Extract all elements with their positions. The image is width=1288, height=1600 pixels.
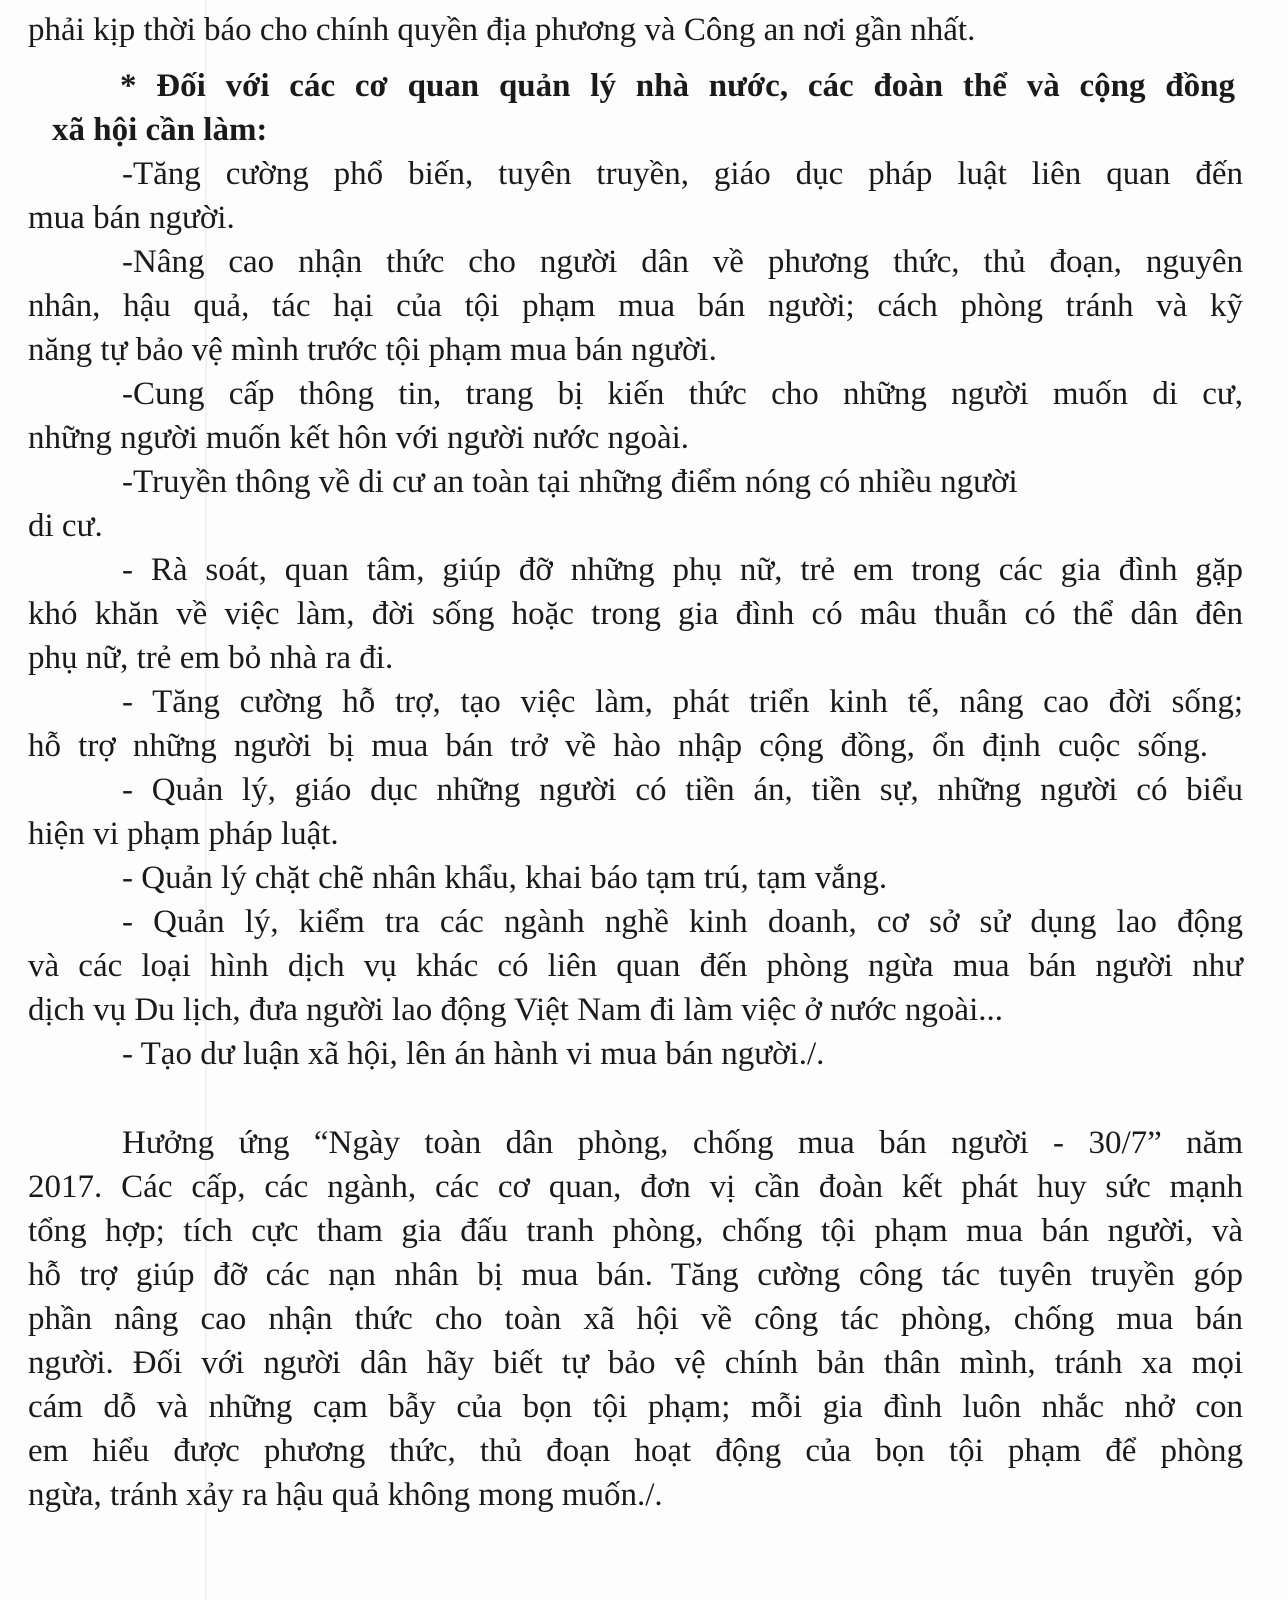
closing-line: 2017. Các cấp, các ngành, các cơ quan, đơn vị cần đoàn kết phát huy sức mạnh	[28, 1169, 1243, 1205]
list-line: hỗ trợ những người bị mua bán trở về hào nhập cộng đồng, ổn định cuộc sống.	[28, 728, 1208, 764]
closing-line: cám dỗ và những cạm bẫy của bọn tội phạm; mỗi gia đình luôn nhắc nhở con	[28, 1389, 1243, 1425]
list-line: phụ nữ, trẻ em bỏ nhà ra đi.	[28, 640, 394, 676]
list-line: năng tự bảo vệ mình trước tội phạm mua bán người.	[28, 332, 717, 368]
list-line: - Rà soát, quan tâm, giúp đỡ những phụ nữ, trẻ em trong các gia đình gặp	[122, 552, 1243, 588]
text-line-intro: phải kịp thời báo cho chính quyền địa phương và Công an nơi gần nhất.	[28, 12, 976, 48]
list-line: -Tăng cường phổ biến, tuyên truyền, giáo dục pháp luật liên quan đến	[122, 156, 1243, 192]
list-line: - Quản lý, giáo dục những người có tiền án, tiền sự, những người có biểu	[122, 772, 1243, 808]
list-line: mua bán người.	[28, 200, 235, 236]
list-line: khó khăn về việc làm, đời sống hoặc trong gia đình có mâu thuẫn có thể dân đên	[28, 596, 1243, 632]
closing-line: ngừa, tránh xảy ra hậu quả không mong muốn./.	[28, 1477, 663, 1513]
list-line: - Quản lý chặt chẽ nhân khẩu, khai báo tạm trú, tạm vắng.	[122, 860, 888, 896]
closing-line: hỗ trợ giúp đỡ các nạn nhân bị mua bán. Tăng cường công tác tuyên truyền góp	[28, 1257, 1243, 1293]
list-line: nhân, hậu quả, tác hại của tội phạm mua bán người; cách phòng tránh và kỹ	[28, 288, 1243, 324]
list-line: - Tăng cường hỗ trợ, tạo việc làm, phát triển kinh tế, nâng cao đời sống;	[122, 684, 1243, 720]
list-line: những người muốn kết hôn với người nước ngoài.	[28, 420, 690, 456]
list-line: -Truyền thông về di cư an toàn tại những điểm nóng có nhiều người	[122, 464, 1018, 500]
closing-line: tổng hợp; tích cực tham gia đấu tranh phòng, chống tội phạm mua bán người, và	[28, 1213, 1243, 1249]
list-line: hiện vi phạm pháp luật.	[28, 816, 339, 852]
list-line: - Quản lý, kiểm tra các ngành nghề kinh doanh, cơ sở sử dụng lao động	[122, 904, 1243, 940]
closing-line: Hưởng ứng “Ngày toàn dân phòng, chống mua bán người - 30/7” năm	[122, 1125, 1243, 1161]
list-line: -Cung cấp thông tin, trang bị kiến thức cho những người muốn di cư,	[122, 376, 1243, 412]
list-line: di cư.	[28, 508, 103, 544]
list-line: -Nâng cao nhận thức cho người dân về phương thức, thủ đoạn, nguyên	[122, 244, 1243, 280]
document-body	[28, 8, 1243, 1517]
list-line: - Tạo dư luận xã hội, lên án hành vi mua bán người./.	[122, 1036, 825, 1072]
list-line: dịch vụ Du lịch, đưa người lao động Việt Nam đi làm việc ở nước ngoài...	[28, 992, 1003, 1028]
section-heading-line-2: xã hội cần làm:	[52, 112, 268, 148]
closing-line: phần nâng cao nhận thức cho toàn xã hội về công tác phòng, chống mua bán	[28, 1301, 1243, 1337]
closing-line: người. Đối với người dân hãy biết tự bảo vệ chính bản thân mình, tránh xa mọi	[28, 1345, 1243, 1381]
list-line: và các loại hình dịch vụ khác có liên quan đến phòng ngừa mua bán người như	[28, 948, 1243, 984]
paragraph-gap	[28, 1076, 1243, 1121]
section-heading-line-1: * Đối với các cơ quan quản lý nhà nước, các đoàn thể và cộng đồng	[120, 68, 1235, 104]
closing-line: em hiểu được phương thức, thủ đoạn hoạt động của bọn tội phạm để phòng	[28, 1433, 1243, 1469]
